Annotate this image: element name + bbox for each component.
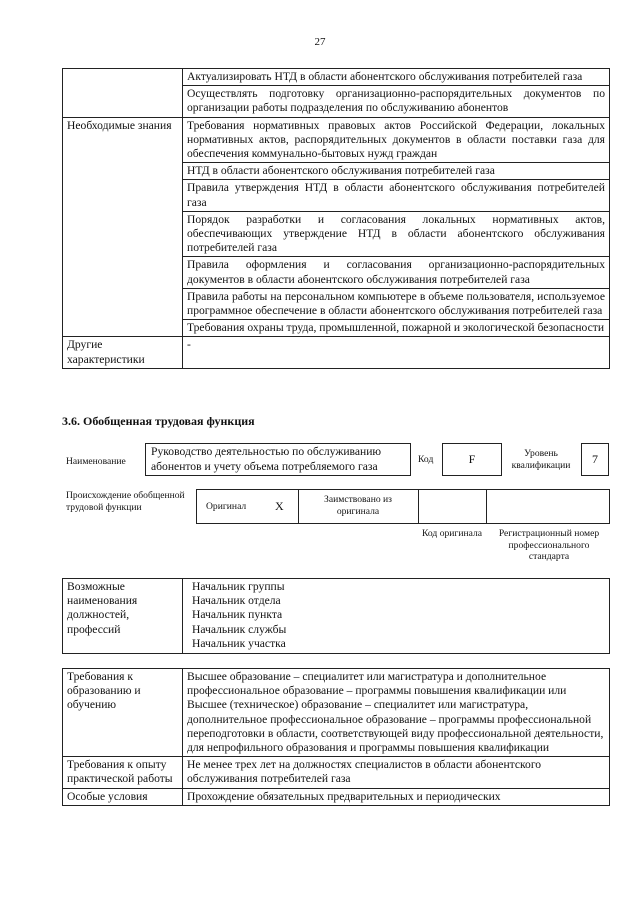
- level-label: Уровень квалификации: [511, 448, 571, 471]
- list-item: Правила работы на персональном компьютере в объеме пользователя, используемое программное обеспечение в области абонентского обслуживания потребителей газа: [183, 288, 610, 319]
- knowledge-table: [62, 68, 610, 369]
- list-item: Начальник группы: [192, 580, 285, 593]
- list-item: Требования нормативных правовых актов Российской Федерации, локальных нормативных актов, распорядительных документов в области поставки газа для обеспечения коммунально-бытовых нужд граждан: [183, 117, 610, 163]
- list-item: НТД в области абонентского обслуживания потребителей газа: [183, 163, 610, 180]
- row-label-education: Требования к образованию и обучению: [63, 669, 183, 757]
- borrowed-label: Заимствовано из оригинала: [324, 494, 392, 517]
- row-label-knowledge: Необходимые знания: [63, 117, 183, 337]
- level-value: 7: [581, 443, 609, 476]
- list-item: Начальник службы: [192, 622, 287, 636]
- table-row: [63, 117, 610, 163]
- reg-number-label: Регистрационный номер профессионального стандарта: [498, 528, 600, 562]
- section-title: 3.6. Обобщенная трудовая функция: [62, 414, 255, 428]
- table-row: [63, 669, 610, 757]
- function-name: Руководство деятельностью по обслуживанию абонентов и учету объема потребляемого газа: [145, 443, 411, 476]
- row-label: [63, 69, 183, 118]
- list-item: -: [183, 337, 610, 368]
- job-titles-table: [62, 578, 610, 654]
- list-item: Актуализировать НТД в области абонентского обслуживания потребителей газа: [183, 69, 610, 86]
- list-item: Осуществлять подготовку организационно-распорядительных документов по организации работы подразделения по обслуживанию абонентов: [183, 86, 610, 117]
- list-item: Порядок разработки и согласования локальных нормативных актов, обеспечивающих утверждение НТД в области абонентского обслуживания потребителей газа: [183, 211, 610, 257]
- name-label: Наименование: [66, 456, 126, 467]
- row-label-conditions: Особые условия: [63, 788, 183, 805]
- conditions-text: Прохождение обязательных предварительных и периодических: [183, 788, 610, 805]
- table-row: [63, 757, 610, 788]
- code-label: Код: [418, 454, 434, 465]
- titles-cell: [183, 579, 610, 654]
- row-label-experience: Требования к опыту практической работы: [63, 757, 183, 788]
- list-item: Начальник отдела: [192, 594, 281, 608]
- row-label-titles: Возможные наименования должностей, профессий: [63, 579, 183, 654]
- list-item: Требования охраны труда, промышленной, пожарной и экологической безопасности: [183, 320, 610, 337]
- divider: [298, 489, 299, 524]
- divider: [486, 489, 487, 524]
- origin-label: Происхождение обобщенной трудовой функции: [66, 490, 185, 513]
- list-item: Правила оформления и согласования организационно-распорядительных документов в области абонентского обслуживания потребителей газа: [183, 257, 610, 288]
- list-item: Начальник участка: [192, 636, 286, 650]
- table-row: [63, 579, 610, 654]
- education-text: Высшее образование – специалитет или магистратура и дополнительное профессиональное образование – программы повышения квалификации или Высшее (техническое) образование – специалитет или магистратура, дополнительное профессиональное образование – программы профессиональной переподготовки в области, соответствующей виду профессиональной деятельности, для непрофильного образования и программы повышения квалификации: [183, 669, 610, 757]
- code-original-label: Код оригинала: [421, 528, 483, 539]
- table-row: [63, 337, 610, 368]
- list-item: Правила утверждения НТД в области абонентского обслуживания потребителей газа: [183, 180, 610, 211]
- experience-text: Не менее трех лет на должностях специалистов в области абонентского обслуживания потребителей газа: [183, 757, 610, 788]
- code-value: F: [442, 443, 502, 476]
- table-row: [63, 69, 610, 86]
- page-number: 27: [314, 36, 326, 48]
- table-row: [63, 788, 610, 805]
- row-label-other: Другие характеристики: [63, 337, 183, 368]
- divider: [418, 489, 419, 524]
- original-label: Оригинал: [206, 501, 247, 512]
- original-mark: X: [275, 499, 284, 513]
- list-item: Начальник пункта: [192, 608, 283, 622]
- requirements-table: [62, 668, 610, 806]
